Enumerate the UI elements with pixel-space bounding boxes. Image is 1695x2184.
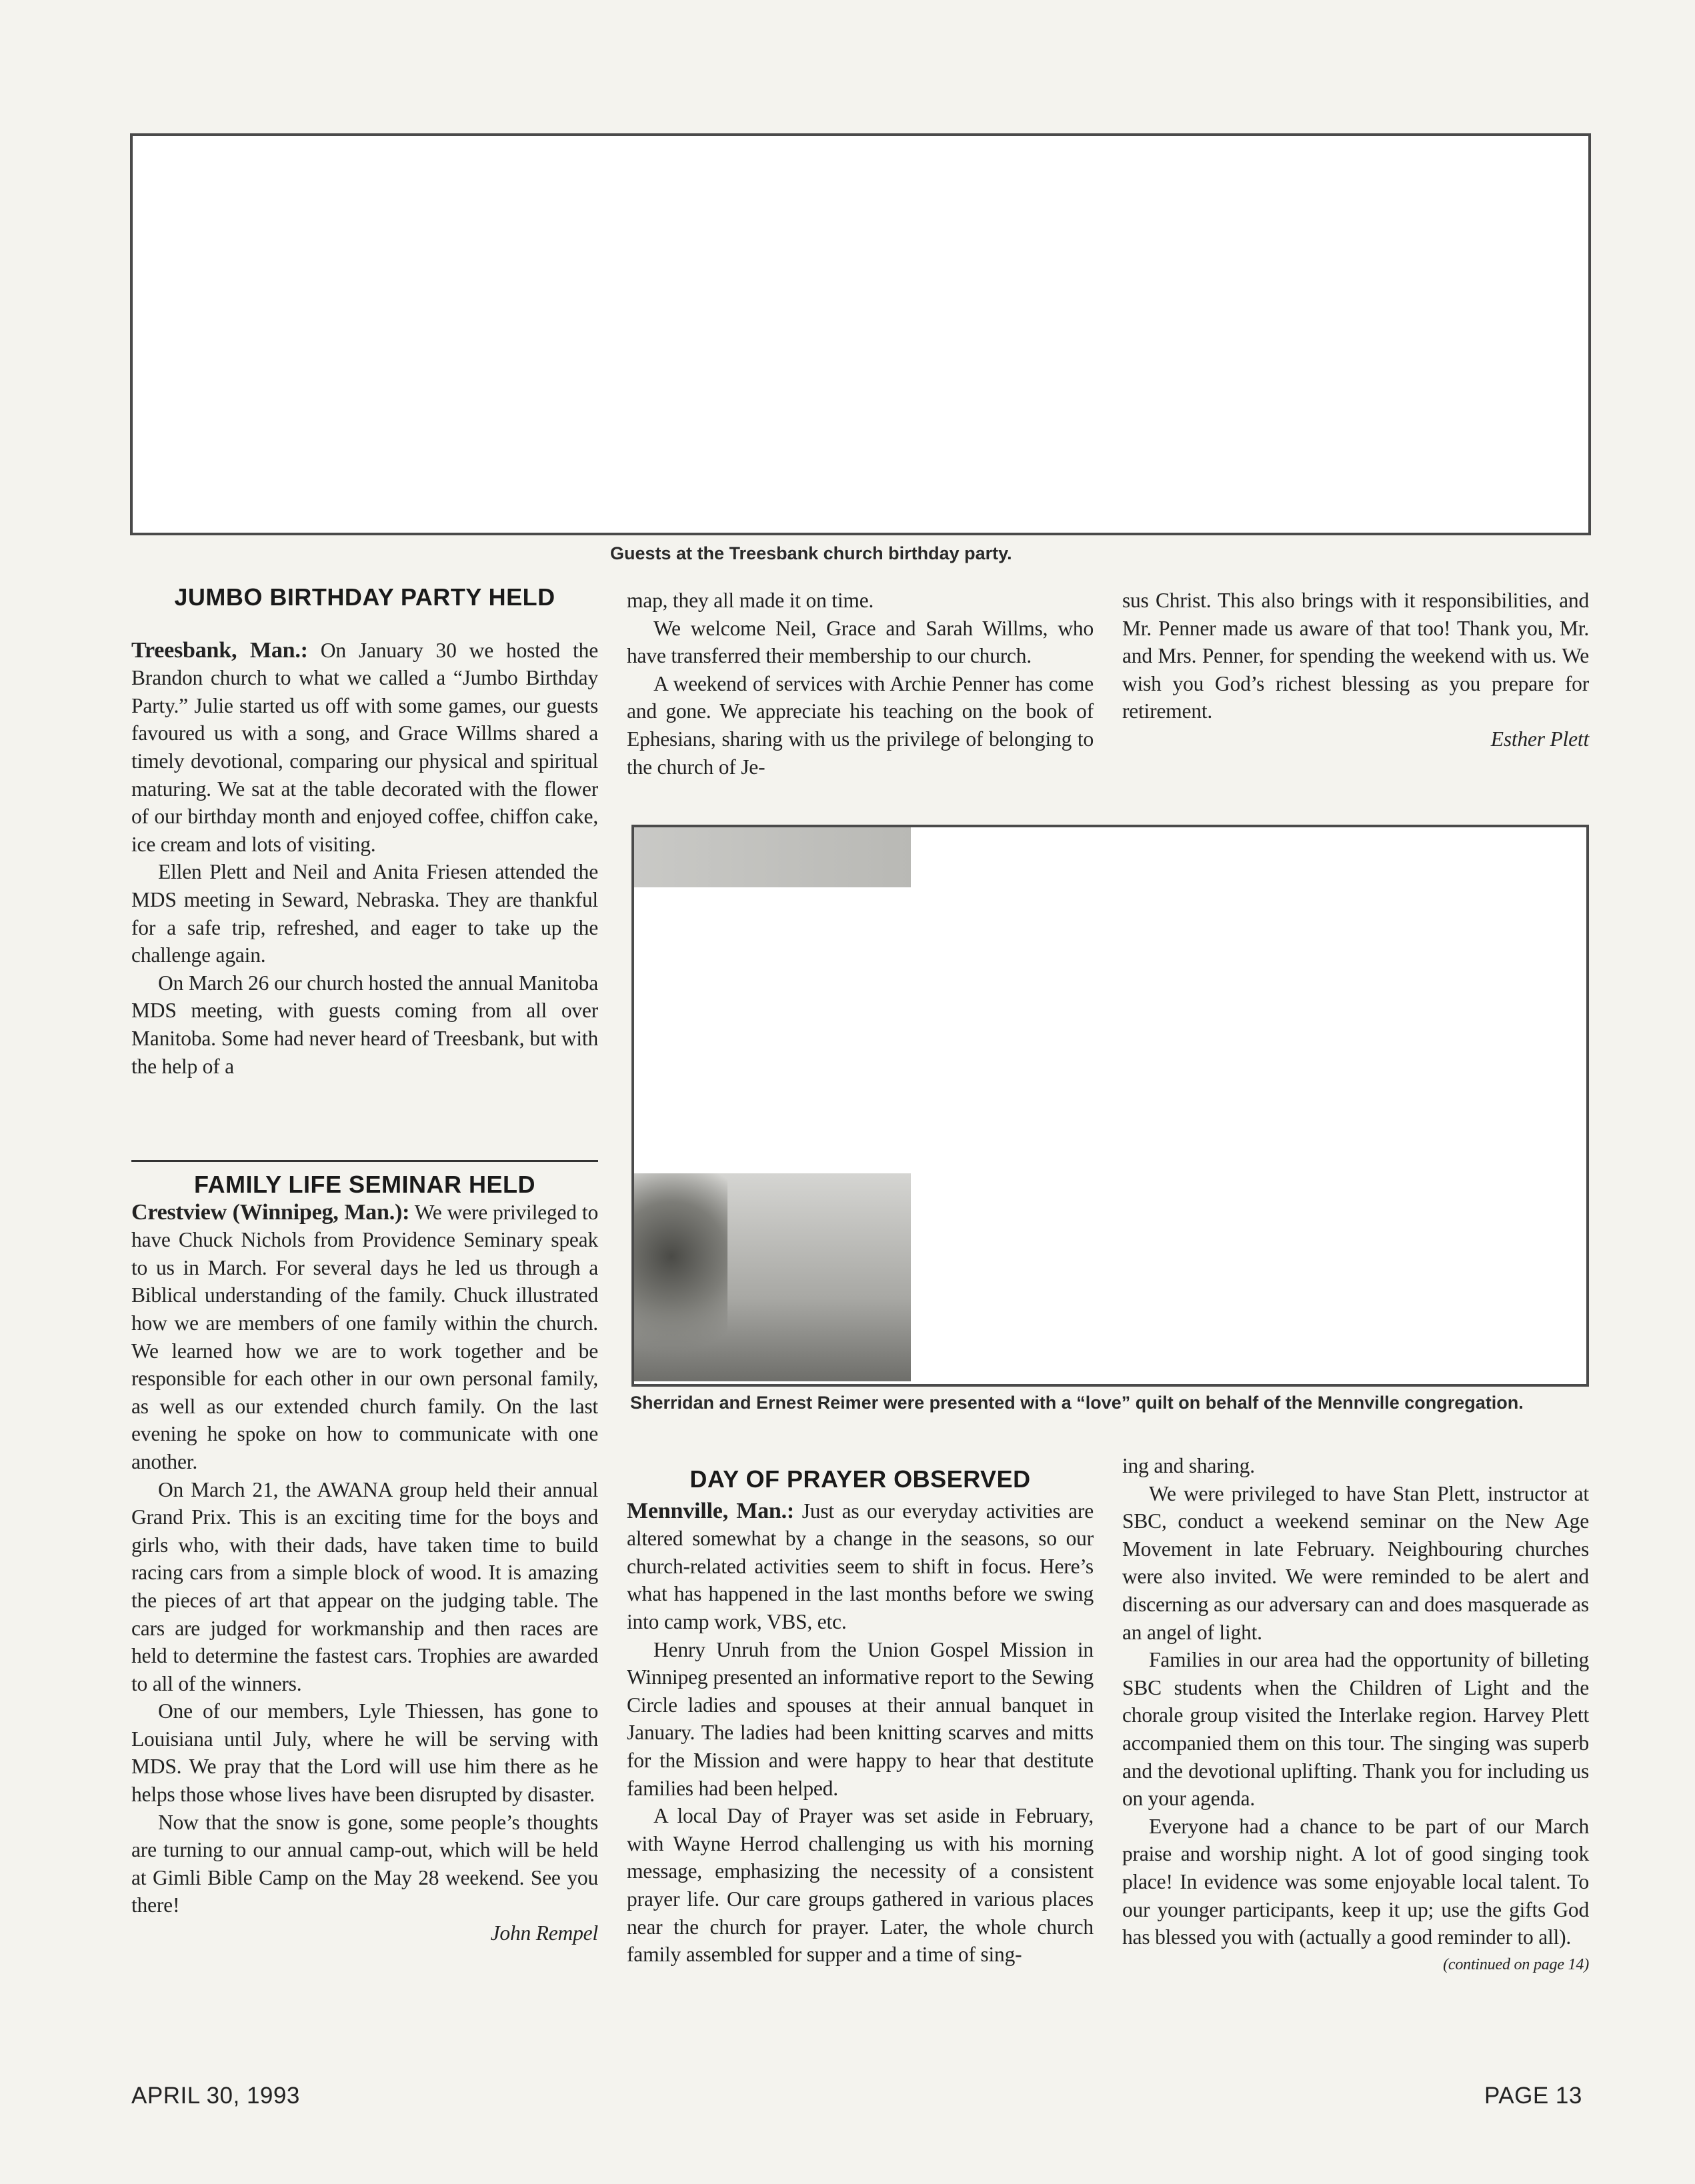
article2-para2: On March 21, the AWANA group held their annual Grand Prix. This is an exciting time for the boys and girls who, with their dads, have taken time to build racing cars from a simple block of wood. It is amazing the pieces of art that appear on the judging table. The cars are judged for workmanship and then races are held to determine the fastest cars. Trophies are awarded to all of the winners. <box>131 1477 598 1695</box>
article1-para4: We welcome Neil, Grace and Sarah Willms, who have transferred their membership to our church. <box>627 616 1094 668</box>
article1-para1 <box>131 637 598 859</box>
headline-jumbo-birthday: JUMBO BIRTHDAY PARTY HELD <box>174 583 555 611</box>
quilt-photo-strip-top <box>634 827 911 887</box>
top-photo <box>130 133 1591 535</box>
article-jumbo-birthday-col1 <box>131 583 598 1080</box>
article1-para5: A weekend of services with Archie Penner has come and gone. We appreciate his teaching on the book of Ephesians, sharing with us the privilege of belonging to the church of Je- <box>627 671 1094 779</box>
byline-john-rempel: John Rempel <box>490 1921 598 1945</box>
article1-para1-text: On January 30 we hosted the Brandon church to what we called a “Jumbo Birthday Party.” Julie started us off with some games, our guests favoured us with a song, and Grace Willms shared a timely devotional, comparing our physical and spiritual maturing. We sat at the table decorated with the flower of our birthday month and enjoyed coffee, chiffon cake, ice cream and lots of visiting. <box>131 638 598 856</box>
section-divider <box>131 1160 598 1162</box>
article3-para3a: A local Day of Prayer was set aside in February, with Wayne Herrod challenging us with his morning message, emphasizing the necessity of a consistent prayer life. Our care groups gathered in various places near the church for prayer. Later, the whole church family assembled for supper and a time of sing- <box>627 1804 1094 1967</box>
article2-para3: One of our members, Lyle Thiessen, has gone to Louisiana until July, where he will be serving with MDS. We pray that the Lord will use him there as he helps those whose lives have been disrupted by disaster. <box>131 1699 598 1807</box>
article3-para1-text: Just as our everyday activities are altered somewhat by a change in the seasons, so our church-related activities seem to shift in focus. Here’s what has happened in the last months before we swing into camp work, VBS, etc. <box>627 1499 1094 1633</box>
article3-para3b: ing and sharing. <box>1122 1454 1255 1477</box>
footer-date: APRIL 30, 1993 <box>131 2083 300 2109</box>
article1-para5b: sus Christ. This also brings with it responsibilities, and Mr. Penner made us aware of that too! Thank you, Mr. and Mrs. Penner, for spending the weekend with us. We wish you God’s richest blessing as you prepare for retirement. <box>1122 589 1589 723</box>
article3-para6 <box>1122 1813 1589 1973</box>
article-family-life-col1 <box>131 1171 598 1947</box>
article3-para4: We were privileged to have Stan Plett, instructor at SBC, conduct a weekend seminar on the New Age Movement in late February. Neighbouring churches were also invited. We were reminded to be alert and discerning as our adversary can and does masquerade as an angel of light. <box>1122 1481 1589 1644</box>
article1-para3a: On March 26 our church hosted the annual Manitoba MDS meeting, with guests coming from all over Manitoba. Some had never heard of Treesbank, but with the help of a <box>131 971 598 1078</box>
dateline-crestview: Crestview (Winnipeg, Man.): <box>131 1199 410 1225</box>
footer-page-number: PAGE 13 <box>1484 2083 1582 2109</box>
article3-para6-text: Everyone had a chance to be part of our March praise and worship night. A lot of good singing took place! In evidence was some enjoyable local talent. To our younger participants, keep it up; use the gifts God has blessed you with (actually a good reminder to all). <box>1122 1814 1589 1949</box>
article2-para1 <box>131 1199 598 1476</box>
article-jumbo-birthday-col2 <box>627 587 1094 781</box>
article-jumbo-birthday-col3 <box>1122 587 1589 753</box>
quilt-photo-figure <box>634 1173 727 1381</box>
article1-para2: Ellen Plett and Neil and Anita Friesen attended the MDS meeting in Seward, Nebraska. They are thankful for a safe trip, refreshed, and eager to take up the challenge again. <box>131 860 598 967</box>
quilt-photo-caption: Sherridan and Ernest Reimer were presented with a “love” quilt on behalf of the Mennville congregation. <box>630 1393 1524 1413</box>
article-day-of-prayer-col3 <box>1122 1452 1589 1979</box>
article1-para3b: map, they all made it on time. <box>627 589 874 612</box>
headline-day-of-prayer: DAY OF PRAYER OBSERVED <box>689 1465 1031 1493</box>
continued-note: (continued on page 14) <box>1443 1955 1589 1973</box>
article3-para1 <box>627 1497 1094 1636</box>
article3-para2: Henry Unruh from the Union Gospel Mission in Winnipeg presented an informative report to the Sewing Circle ladies and spouses at their annual banquet in January. The ladies had been knitting scarves and mitts for the Mission and were happy to hear that destitute families had been helped. <box>627 1637 1094 1800</box>
top-photo-caption: Guests at the Treesbank church birthday party. <box>610 543 1012 563</box>
article3-para5: Families in our area had the opportunity of billeting SBC students when the Children of Light and the chorale group visited the Interlake region. Harvey Plett accompanied them on this tour. The singing was superb and the devotional uplifting. Thank you for including us on your agenda. <box>1122 1648 1589 1811</box>
dateline-treesbank: Treesbank, Man.: <box>131 637 308 663</box>
article2-para4: Now that the snow is gone, some people’s thoughts are turning to our annual camp-out, which will be held at Gimli Bible Camp on the May 28 weekend. See you there! <box>131 1810 598 1917</box>
article-day-of-prayer-col2 <box>627 1465 1094 1969</box>
dateline-mennville: Mennville, Man.: <box>627 1498 795 1523</box>
headline-family-life: FAMILY LIFE SEMINAR HELD <box>193 1171 536 1198</box>
byline-esther-plett: Esther Plett <box>1490 727 1589 751</box>
article2-para1-text: We were privileged to have Chuck Nichols from Providence Seminary speak to us in March. For several days he led us through a Biblical understanding of the family. Chuck illustrated how we are members of one family within the church. We learned how we are to work together and be responsible for each other in our own personal family, as well as our extended church family. On the last evening he spoke on how to communicate with one another. <box>131 1200 598 1473</box>
